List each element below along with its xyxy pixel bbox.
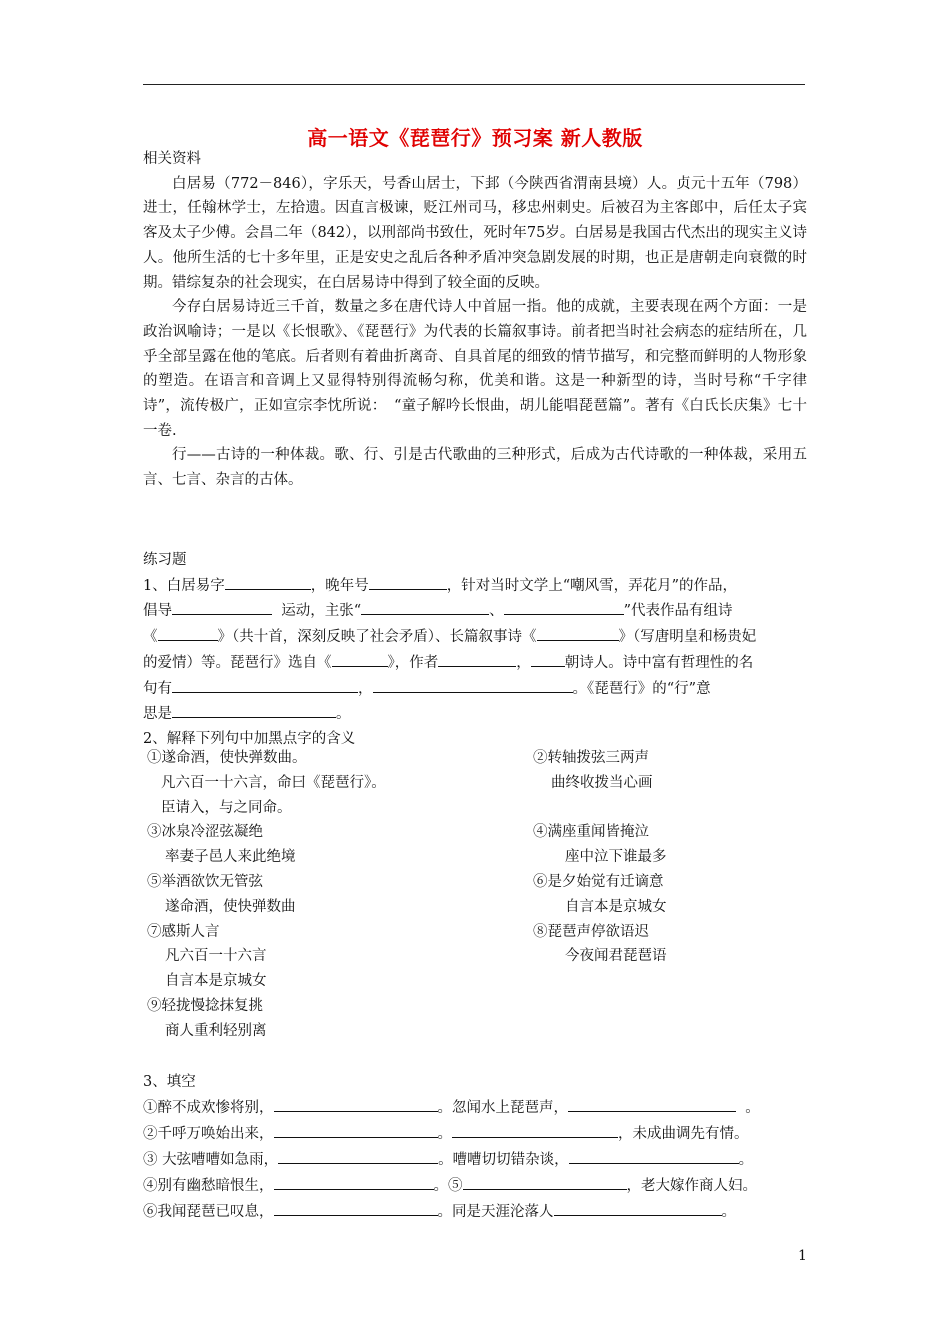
list-item: 遂命酒，使快弹数曲 自言本是京城女 [165,898,667,915]
blank-field[interactable] [531,650,565,667]
q1-line-2: 倡导 运动，主张“ 、 ”代表作品有组诗 [143,598,807,624]
blank-field[interactable] [537,624,619,641]
blank-field[interactable] [361,598,489,615]
exercises-section [143,548,807,752]
page-title: 高一语文《琵琶行》预习案 新人教版 [307,126,643,150]
q3-heading: 3、填空 [143,1074,196,1090]
q3-row-5: ⑥我闻琵琶已叹息， 。同是天涯沦落人 。 [143,1199,807,1225]
q1-line-4: 的爱情）等。琵琶行》选自《 》，作者 ， 朝诗人。诗中富有哲理性的名 [143,650,807,676]
materials-paragraph-3: 行——古诗的一种体裁。歌、行、引是古代歌曲的三种形式，后成为古代诗歌的一种体裁，采用五言、七言、杂言的古体。 [143,447,807,489]
blank-field[interactable] [504,598,624,615]
materials-paragraph-2: 今存白居易诗近三千首，数量之多在唐代诗人中首屈一指。他的成就，主要表现在两个方面：一是政治讽喻诗；一是以《长恨歌》、《琵琶行》为代表的长篇叙事诗。前者把当时社会病态的症结所在，几乎全部呈露在他的笔底。后者则有着曲折离奇、自具首尾的细致的情节描写，和完整而鲜明的人物形象的塑造。在语言和音调上又显得特别得流畅匀称，优美和谐。这是一种新型的诗，当时号称“千字律诗”，流传极广，正如宣宗李忱所说： “童子解吟长恨曲，胡儿能唱琵琶篇”。著有《白氏长庆集》七十一卷. [143,299,807,439]
list-item: ①遂命酒，使快弹数曲。 ②转轴拨弦三两声 [147,750,649,766]
list-item: 凡六百一十六言 今夜闻君琵琶语 [165,948,667,965]
list-item: 自言本是京城女 [165,973,267,990]
q3-row-2: ②千呼万唤始出来， 。 ，未成曲调先有情。 [143,1121,807,1147]
q3-section [143,1070,807,1225]
blank-field[interactable] [172,598,272,615]
q1-line-6: 思是 。 [143,701,807,727]
exercises-heading: 练习题 [143,552,187,568]
list-item: 凡六百一十六言，命曰《琵琶行》。 曲终收拨当心画 [161,774,653,791]
q2-list [147,746,807,1044]
list-item: 商人重利轻别离 [165,1022,267,1039]
blank-field[interactable] [274,1095,438,1112]
q1-line-1: 1、白居易字 ，晚年号 ，针对当时文学上“嘲风雪，弄花月”的作品， [143,573,807,599]
blank-field[interactable] [568,1095,736,1112]
list-item: ⑨轻拢慢捻抹复挑 [147,997,263,1014]
list-item: ⑤举酒欲饮无管弦 ⑥是夕始觉有迁谪意 [147,873,664,890]
q2-heading: 2、解释下列句中加黑点字的含义 [143,730,356,747]
blank-field[interactable] [225,573,311,590]
blank-field[interactable] [278,1147,438,1164]
blank-field[interactable] [274,1173,434,1190]
list-item: 率妻子邑人来此绝境 座中泣下谁最多 [165,849,667,866]
list-item: ③冰泉冷涩弦凝绝 ④满座重闻皆掩泣 [147,824,649,841]
blank-field[interactable] [438,650,516,667]
blank-field[interactable] [172,676,358,693]
q3-row-4: ④别有幽愁暗恨生， 。⑤ ，老大嫁作商人妇。 [143,1173,807,1199]
blank-field[interactable] [274,1121,438,1138]
q3-row-3: ③ 大弦嘈嘈如急雨， 。嘈嘈切切错杂谈， 。 [143,1147,807,1173]
materials-section [143,147,807,493]
header-rule [143,84,805,85]
materials-paragraph-1: 白居易（772－846），字乐天，号香山居士，下邽（今陕西省渭南县境）人。贞元十五年（798）进士，任翰林学士，左拾遗。因直言极谏，贬江州司马，移忠州刺史。后被召为主客郎中，后任太子宾客及太子少傅。会昌二年（842），以刑部尚书致仕，死时年75岁。白居易是我国古代杰出的现实主义诗人。他所生活的七十多年里，正是安史之乱后各种矛盾冲突急剧发展的时期，也正是唐朝走向衰微的时期。错综复杂的社会现实，在白居易诗中得到了较全面的反映。 [143,175,807,291]
list-item: 臣请入，与之同命。 [161,799,292,816]
blank-field[interactable] [569,1147,739,1164]
blank-field[interactable] [158,624,218,641]
list-item: ⑦感斯人言 ⑧琵琶声停欲语迟 [147,923,649,940]
q3-row-1: ①醉不成欢惨将别， 。忽闻水上琵琶声， 。 [143,1095,807,1121]
blank-field[interactable] [463,1173,627,1190]
blank-field[interactable] [373,676,573,693]
page-number: 1 [798,1248,807,1264]
blank-field[interactable] [554,1199,722,1216]
materials-heading: 相关资料 [143,151,201,167]
blank-field[interactable] [332,650,388,667]
q1-line-3: 《 》（共十首，深刻反映了社会矛盾）、长篇叙事诗《 》（写唐明皇和杨贵妃 [143,624,807,650]
blank-field[interactable] [172,701,336,718]
q1-line-5: 句有 ， 。《琵琶行》的“行”意 [143,676,807,702]
blank-field[interactable] [369,573,447,590]
blank-field[interactable] [274,1199,438,1216]
blank-field[interactable] [452,1121,618,1138]
